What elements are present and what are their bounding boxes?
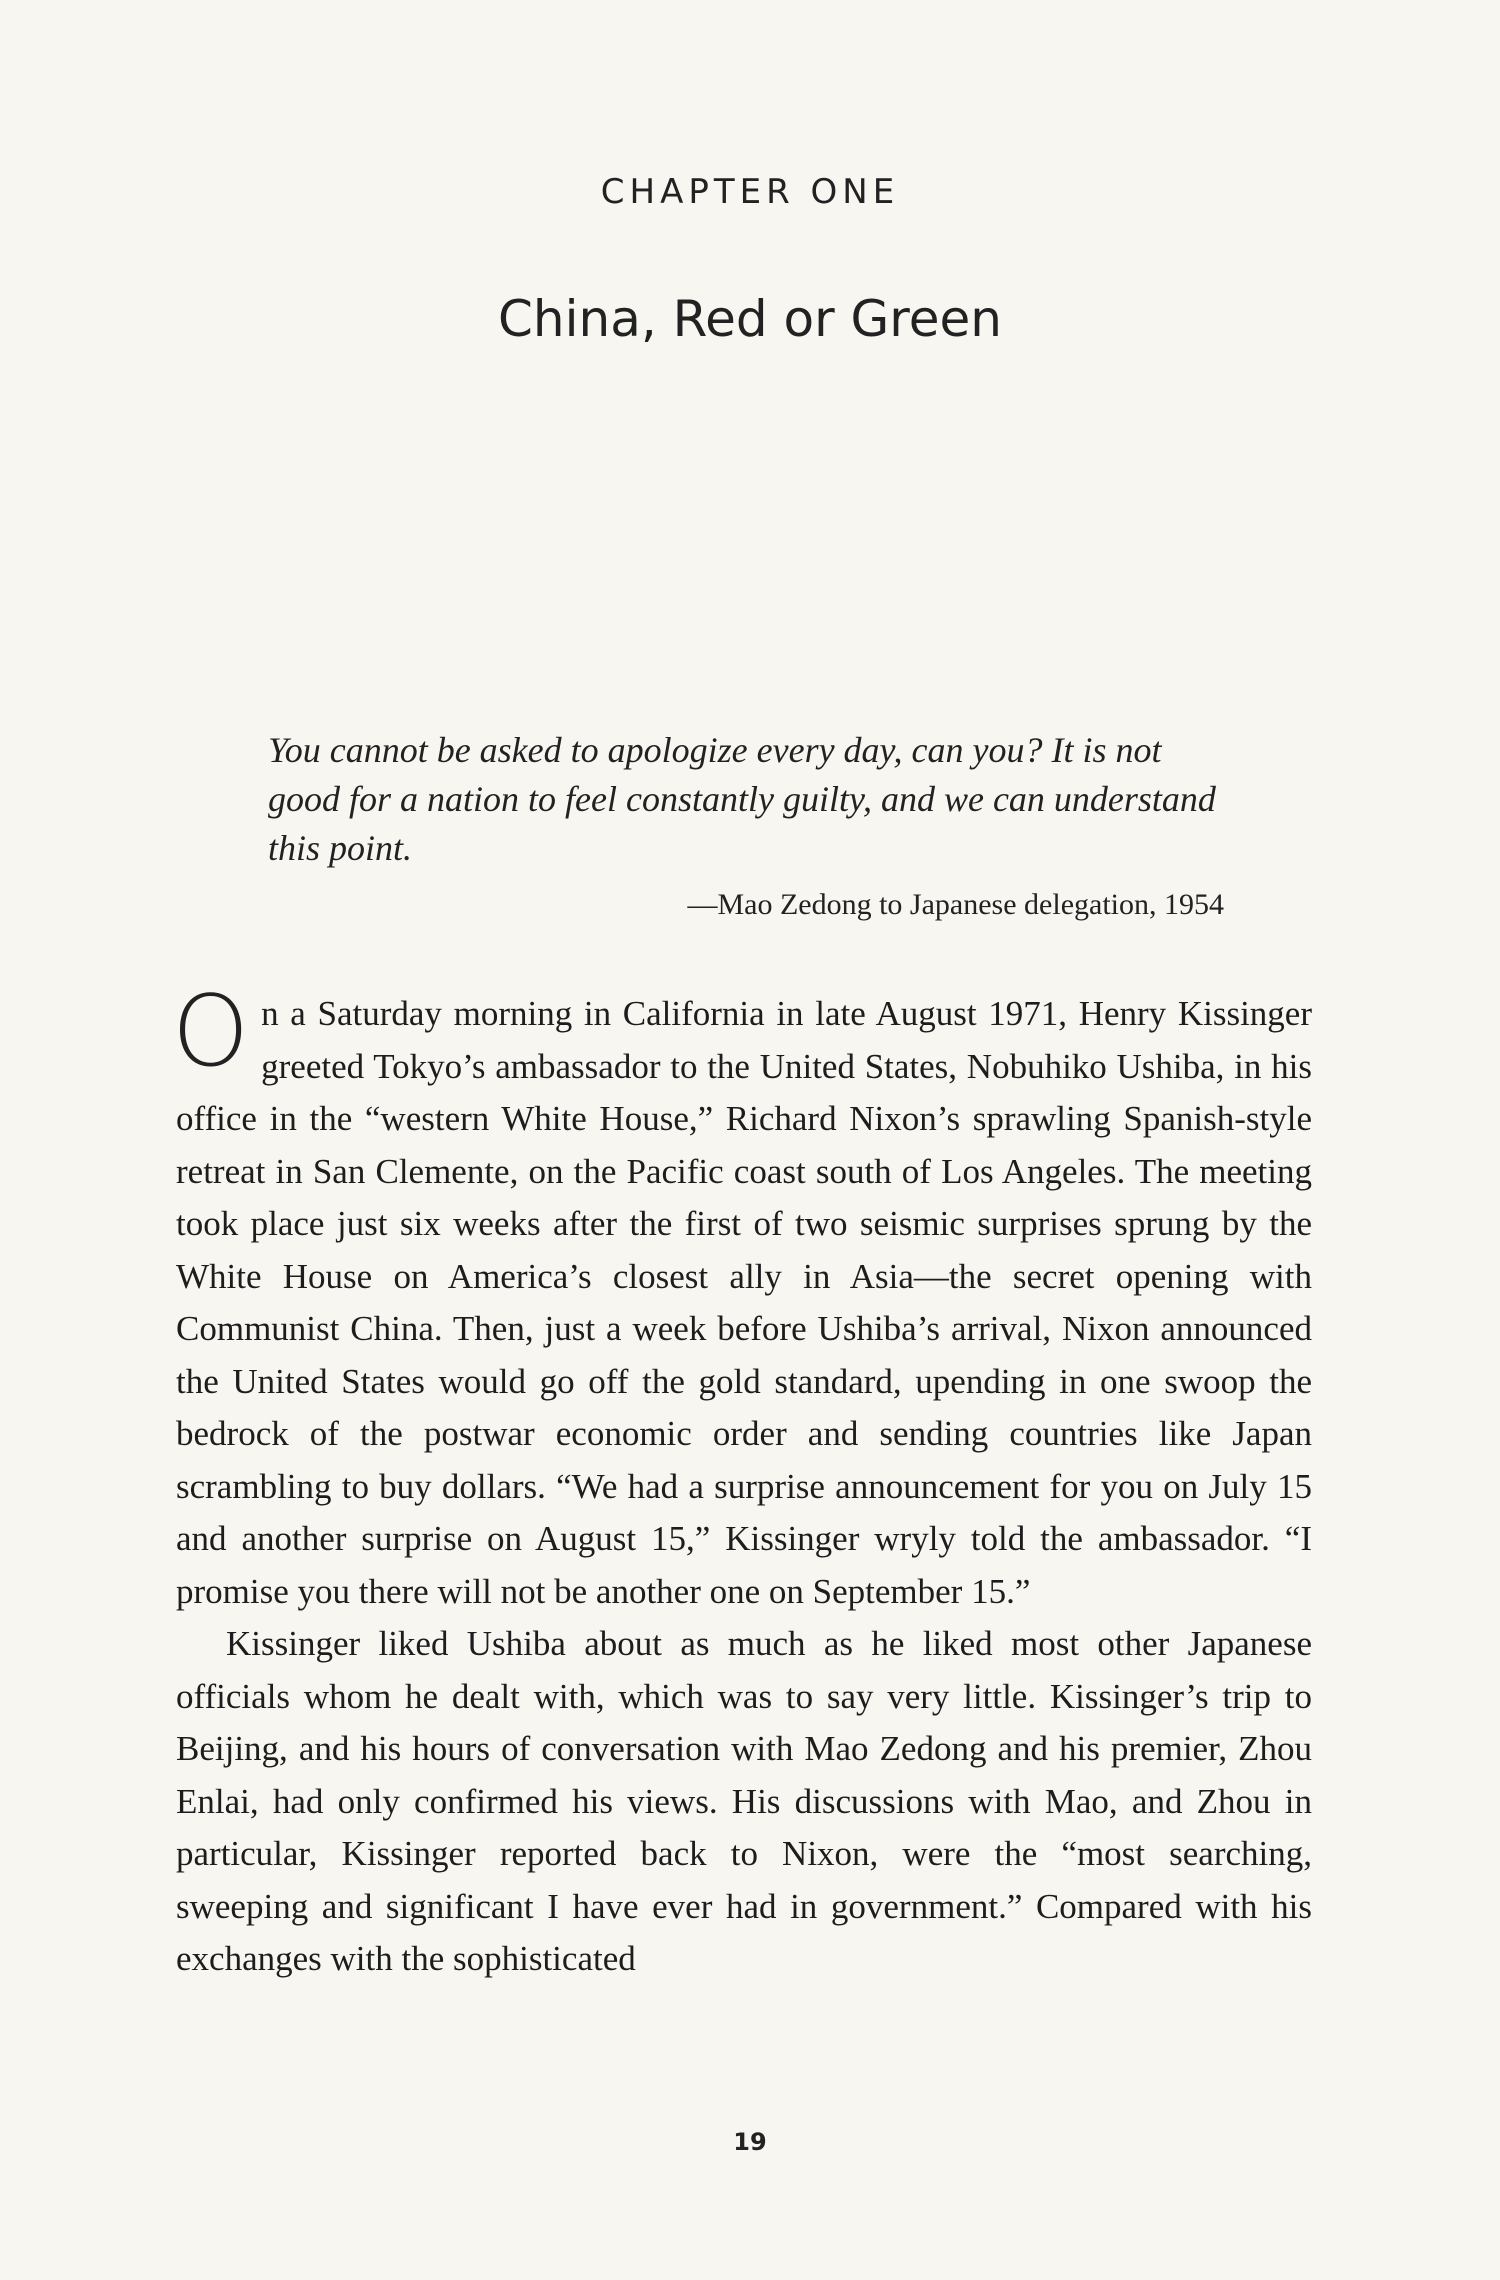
paragraph-1-text: n a Saturday morning in California in late August 1971, Henry Kissinger greeted Tokyo’s ambassador to the United States, Nobuhiko Ushiba, in his office in the “western White House,” Richard Nixon’s sprawling Spanish-style retreat in San Clemente, on the Pacific coast south of Los Angeles. The meeting took place just six weeks after the first of two seismic surprises sprung by the White House on America’s closest ally in Asia—the secret opening with Communist China. Then, just a week before Ushiba’s arrival, Nixon announced the United States would go off the gold standard, upending in one swoop the bedrock of the postwar economic order and sending countries like Japan scrambling to buy dollars. “We had a surprise announcement for you on July 15 and another surprise on August 15,” Kissinger wryly told the ambassador. “I promise you there will not be another one on September 15.” [176,994,1312,1611]
epigraph-attribution: —Mao Zedong to Japanese delegation, 1954 [687,888,1224,921]
chapter-title: China, Red or Green [498,290,1002,348]
chapter-label: CHAPTER ONE [600,172,900,212]
page-number: 19 [733,2128,767,2156]
body-text [172,975,1312,1986]
paragraph-1 [172,975,1312,1618]
epigraph-quote: You cannot be asked to apologize every day, can you? It is not good for a nation to feel constantly guilty, and we can understand this point. [268,730,1216,868]
paragraph-2: Kissinger liked Ushiba about as much as he liked most other Japanese officials whom he dealt with, which was to say very little. Kissinger’s trip to Beijing, and his hours of conversation with Mao Zedong and his premier, Zhou Enlai, had only confirmed his views. His discussions with Mao, and Zhou in particular, Kissinger reported back to Nixon, were the “most searching, sweeping and significant I have ever had in government.” Compared with his exchanges with the sophisticated [176,1624,1312,1978]
drop-cap: O [172,975,250,1089]
